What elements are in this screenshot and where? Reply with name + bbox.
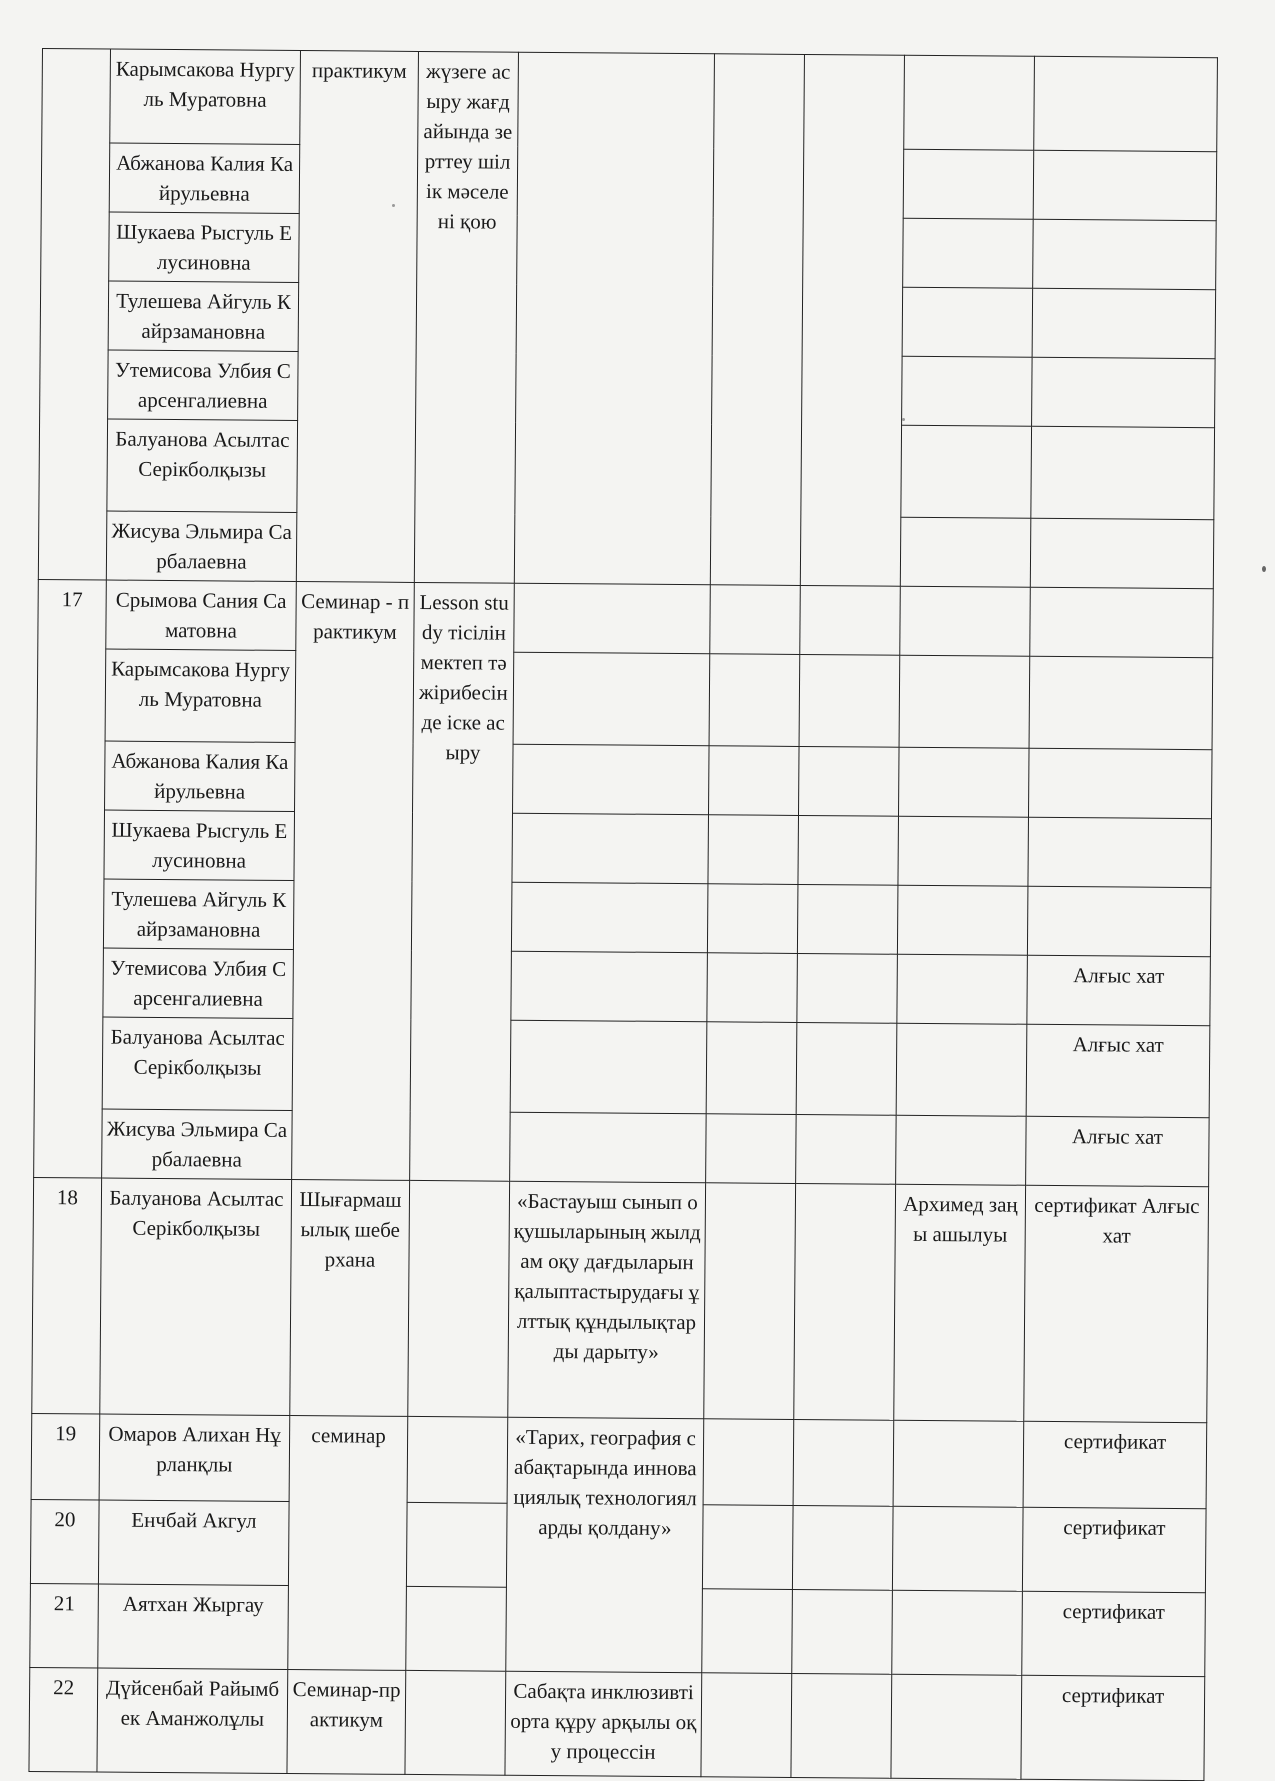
empty-cell bbox=[902, 287, 1033, 357]
table-row bbox=[31, 1413, 1207, 1508]
participant-name: Шукаева Рысгуль Елусиновна bbox=[104, 810, 295, 880]
empty-cell bbox=[708, 815, 799, 885]
empty-cell bbox=[702, 1505, 793, 1590]
empty-cell bbox=[406, 1502, 507, 1587]
participant-name: Абжанова Калия Кайрульевна bbox=[109, 143, 300, 213]
empty-cell bbox=[897, 885, 1028, 955]
award-cell bbox=[1033, 219, 1217, 289]
empty-cell bbox=[793, 1419, 894, 1506]
award-cell: сертификат bbox=[1022, 1507, 1206, 1592]
award-cell: сертификат bbox=[1023, 1421, 1207, 1508]
empty-cell bbox=[405, 1670, 506, 1775]
table-row bbox=[42, 49, 1218, 152]
event-format: Семинар - практикум bbox=[292, 582, 415, 1181]
empty-cell bbox=[797, 953, 898, 1023]
empty-cell bbox=[709, 654, 800, 747]
participant-name: Балуанова Асылтас Серікболқызы bbox=[102, 1017, 293, 1110]
award-cell bbox=[1028, 817, 1212, 887]
empty-cell bbox=[707, 884, 798, 954]
award-cell bbox=[1030, 518, 1214, 588]
empty-cell bbox=[710, 54, 804, 586]
participant-name: Утемисова Улбия Сарсенгалиевна bbox=[103, 948, 294, 1018]
row-number: 17 bbox=[34, 579, 107, 1178]
participant-name: Дүйсенбай Райымбек Аманжолұлы bbox=[97, 1668, 288, 1773]
empty-cell bbox=[798, 815, 899, 885]
empty-cell bbox=[904, 55, 1035, 150]
empty-cell bbox=[710, 585, 801, 655]
award-cell: Алғыс хат bbox=[1026, 1116, 1210, 1186]
table-row bbox=[34, 1108, 1210, 1186]
award-cell bbox=[1030, 587, 1214, 657]
participant-name: Абжанова Калия Кайрульевна bbox=[105, 741, 296, 811]
empty-cell bbox=[704, 1183, 796, 1420]
empty-cell bbox=[708, 746, 799, 816]
empty-cell bbox=[511, 951, 708, 1022]
empty-cell bbox=[797, 884, 898, 954]
table-row bbox=[29, 1667, 1205, 1780]
event-format: Шығармашылық шеберхана bbox=[290, 1179, 410, 1416]
participant-name: Срымова Сания Саматовна bbox=[106, 580, 297, 650]
empty-cell bbox=[800, 54, 904, 586]
table-row bbox=[37, 740, 1213, 818]
participant-name: Аятхан Жыргау bbox=[98, 1584, 289, 1669]
row-number-cell bbox=[38, 49, 110, 581]
empty-cell bbox=[900, 517, 1031, 587]
participant-name: Карымсакова Нургуль Муратовна bbox=[110, 49, 301, 144]
table-row bbox=[34, 1016, 1210, 1117]
scan-speck bbox=[902, 418, 905, 421]
participant-name: Жисува Эльмира Сарбалаевна bbox=[106, 511, 297, 581]
participant-name: Балуанова Асылтас Серікболқызы bbox=[100, 1178, 292, 1415]
row-number: 22 bbox=[29, 1667, 98, 1772]
participant-name: Балуанова Асылтас Серікболқызы bbox=[107, 419, 298, 512]
table-row bbox=[35, 947, 1211, 1025]
empty-cell bbox=[408, 1180, 510, 1417]
empty-cell bbox=[901, 425, 1032, 518]
empty-cell bbox=[892, 1506, 1023, 1591]
empty-cell bbox=[702, 1589, 793, 1674]
empty-cell bbox=[898, 816, 1029, 886]
award-cell bbox=[1032, 288, 1216, 358]
empty-cell bbox=[893, 1420, 1024, 1507]
empty-cell bbox=[407, 1416, 508, 1503]
empty-cell bbox=[799, 654, 900, 747]
participant-name: Тулешева Айгуль Кайрзамановна bbox=[103, 879, 294, 949]
award-cell bbox=[1032, 357, 1216, 427]
empty-cell bbox=[707, 953, 798, 1023]
empty-cell bbox=[513, 744, 710, 815]
award-cell bbox=[1029, 656, 1213, 749]
table-row bbox=[32, 1177, 1209, 1422]
courses-table bbox=[28, 48, 1218, 1781]
empty-cell bbox=[511, 882, 708, 953]
award-cell bbox=[1027, 886, 1211, 956]
empty-cell bbox=[513, 652, 710, 746]
empty-cell bbox=[796, 1022, 897, 1115]
scan-speck bbox=[1262, 566, 1266, 572]
empty-cell bbox=[792, 1505, 893, 1590]
event-format: практикум bbox=[296, 51, 418, 583]
participant-name: Утемисова Улбия Сарсенгалиевна bbox=[108, 350, 299, 420]
empty-cell bbox=[792, 1589, 893, 1674]
event-format: Семинар-практикум bbox=[287, 1669, 406, 1774]
row-number: 20 bbox=[30, 1499, 99, 1584]
empty-cell bbox=[706, 1022, 797, 1115]
empty-cell bbox=[794, 1183, 896, 1420]
empty-cell bbox=[898, 747, 1029, 817]
award-cell bbox=[1033, 150, 1217, 220]
award-cell: сертификат Алғыс хат bbox=[1024, 1185, 1209, 1422]
award-cell: Алғыс хат bbox=[1027, 955, 1211, 1025]
award-cell: сертификат bbox=[1021, 1675, 1205, 1780]
event-topic: Lesson study тісілін мектеп тәжірибесінде іске асыру bbox=[410, 582, 515, 1181]
empty-cell bbox=[514, 52, 714, 585]
row-number: 19 bbox=[31, 1413, 100, 1500]
empty-cell bbox=[892, 1590, 1023, 1675]
empty-cell bbox=[896, 1023, 1027, 1116]
empty-cell bbox=[899, 655, 1030, 748]
result-cell: Архимед заңы ашылуы bbox=[894, 1184, 1026, 1421]
participant-name: Жисува Эльмира Сарбалаевна bbox=[102, 1109, 293, 1179]
empty-cell bbox=[900, 586, 1031, 656]
table-row bbox=[36, 809, 1212, 887]
empty-cell bbox=[512, 813, 709, 884]
empty-cell bbox=[510, 1020, 707, 1114]
event-topic: «Бастауыш сынып оқушыларының жылдам оқу дағдыларын қалыптастырудағы ұлттық құндылықтарды дарыту» bbox=[508, 1181, 706, 1419]
empty-cell bbox=[514, 583, 711, 654]
empty-cell bbox=[897, 954, 1028, 1024]
empty-cell bbox=[703, 1419, 794, 1506]
participant-name: Омаров Алихан Нұрланқлы bbox=[99, 1414, 290, 1501]
empty-cell bbox=[706, 1114, 797, 1184]
empty-cell bbox=[406, 1586, 507, 1671]
participant-name: Шукаева Рысгуль Елусиновна bbox=[109, 212, 300, 282]
empty-cell bbox=[800, 585, 901, 655]
participant-name: Тулешева Айгуль Кайрзамановна bbox=[108, 281, 299, 351]
award-cell bbox=[1031, 426, 1215, 519]
empty-cell bbox=[510, 1112, 707, 1183]
participant-name: Енчбай Акгул bbox=[98, 1500, 289, 1585]
row-number: 21 bbox=[30, 1583, 99, 1668]
empty-cell bbox=[903, 149, 1034, 219]
event-topic: жүзеге асыру жағдайында зерттеу шілік мәселені қою bbox=[414, 51, 518, 583]
award-cell bbox=[1034, 56, 1218, 151]
table-row bbox=[38, 579, 1214, 657]
empty-cell bbox=[791, 1673, 892, 1778]
empty-cell bbox=[796, 1114, 897, 1184]
participant-name: Карымсакова Нургуль Муратовна bbox=[105, 649, 296, 742]
event-format: семинар bbox=[288, 1415, 408, 1670]
award-cell: Алғыс хат bbox=[1026, 1024, 1210, 1117]
empty-cell bbox=[896, 1115, 1027, 1185]
empty-cell bbox=[798, 746, 899, 816]
table-row bbox=[37, 648, 1213, 749]
empty-cell bbox=[903, 218, 1034, 288]
empty-cell bbox=[902, 356, 1033, 426]
table-row bbox=[35, 878, 1211, 956]
scan-speck bbox=[392, 204, 395, 207]
empty-cell bbox=[891, 1674, 1022, 1779]
row-number: 18 bbox=[32, 1177, 102, 1414]
award-cell bbox=[1028, 748, 1212, 818]
empty-cell bbox=[701, 1673, 792, 1778]
event-topic: Сабақта инклюзивті орта құру арқылы оқу процессін bbox=[505, 1671, 702, 1777]
award-cell: сертификат bbox=[1022, 1591, 1206, 1676]
event-topic: «Тарих, география сабақтарында инновациялық технологияларды қолдану» bbox=[506, 1417, 704, 1673]
